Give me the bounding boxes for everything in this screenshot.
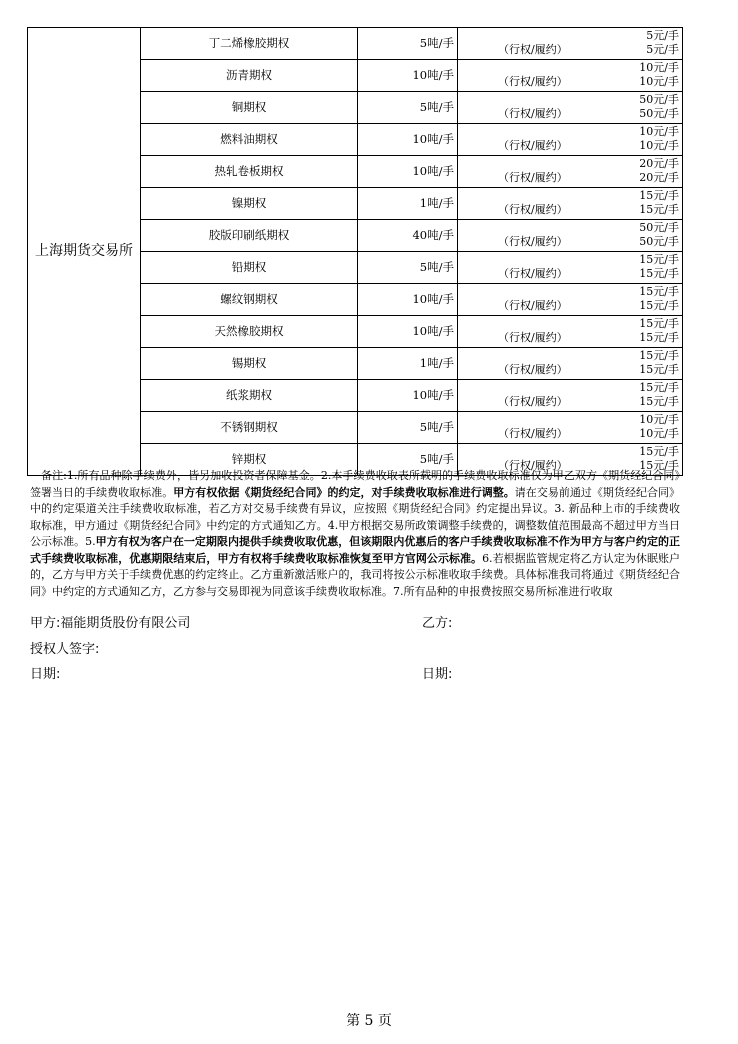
fee-cell [458, 124, 683, 156]
unit-cell: 10吨/手 [358, 316, 458, 348]
unit-cell: 5吨/手 [358, 412, 458, 444]
fee-exercise-value: 50元/手 [639, 235, 679, 248]
fee-open-value: 10元/手 [639, 125, 679, 138]
fee-cell-content [458, 412, 682, 443]
fee-exercise-value: 15元/手 [639, 459, 679, 472]
remarks-bold-2: 甲方有权为客户在一定期限内提供手续费收取优惠，但该期限内优惠后的客户手续费收取标准不作为甲方与客户约定的正式手续费收取标准，优惠期限结束后，甲方有权将手续费收取标准恢复至甲方官网公示标准。 [30, 535, 680, 565]
product-cell: 沥青期权 [141, 60, 358, 92]
fee-exercise-note: （行权/履约） [498, 43, 568, 56]
unit-cell: 1吨/手 [358, 348, 458, 380]
fee-cell-content [458, 188, 682, 219]
fee-cell [458, 188, 683, 220]
fee-cell [458, 156, 683, 188]
product-cell: 燃料油期权 [141, 124, 358, 156]
fee-exercise-value: 15元/手 [639, 267, 679, 280]
fee-exercise-note: （行权/履约） [498, 459, 568, 472]
fee-cell-content [458, 156, 682, 187]
fee-cell [458, 284, 683, 316]
fee-cell-content [458, 124, 682, 155]
fee-exercise-value: 10元/手 [639, 75, 679, 88]
unit-cell: 10吨/手 [358, 124, 458, 156]
fee-exercise-note: （行权/履约） [498, 363, 568, 376]
fee-cell-content [458, 92, 682, 123]
fee-open-value: 15元/手 [639, 317, 679, 330]
fee-cell [458, 28, 683, 60]
unit-cell: 10吨/手 [358, 380, 458, 412]
fee-cell [458, 316, 683, 348]
fee-exercise-value: 15元/手 [639, 395, 679, 408]
fee-cell-content [458, 284, 682, 315]
party-b-label: 乙方: [422, 616, 453, 631]
remarks-paragraph [30, 468, 680, 600]
product-cell: 锡期权 [141, 348, 358, 380]
product-cell: 铜期权 [141, 92, 358, 124]
remarks-text-1: 备注:1.所有品种除手续费外，皆另加收投资者保障基金。2.本手续费收取表所载明的手续费收取标准仅为甲乙双方《期货经纪合同》签署当日的手续费收取标准。 [30, 469, 680, 499]
fee-cell [458, 60, 683, 92]
product-cell: 镍期权 [141, 188, 358, 220]
product-cell: 螺纹钢期权 [141, 284, 358, 316]
authorized-signature-label: 授权人签字: [30, 642, 100, 657]
fee-cell-content [458, 316, 682, 347]
fee-open-value: 20元/手 [639, 157, 679, 170]
fee-exercise-note: （行权/履约） [498, 395, 568, 408]
unit-cell: 5吨/手 [358, 252, 458, 284]
fee-exercise-value: 15元/手 [639, 299, 679, 312]
fee-open-value: 5元/手 [646, 29, 679, 42]
unit-cell: 10吨/手 [358, 156, 458, 188]
fee-exercise-note: （行权/履约） [498, 171, 568, 184]
fee-cell-content [458, 380, 682, 411]
fee-open-value: 15元/手 [639, 189, 679, 202]
unit-cell: 5吨/手 [358, 28, 458, 60]
fee-exercise-value: 10元/手 [639, 427, 679, 440]
unit-cell: 5吨/手 [358, 92, 458, 124]
fee-table-body [28, 28, 683, 476]
product-cell: 铅期权 [141, 252, 358, 284]
party-a-label: 甲方:福能期货股份有限公司 [30, 616, 191, 631]
unit-cell: 1吨/手 [358, 188, 458, 220]
fee-cell [458, 220, 683, 252]
fee-exercise-value: 15元/手 [639, 363, 679, 376]
fee-open-value: 10元/手 [639, 61, 679, 74]
fee-exercise-value: 10元/手 [639, 139, 679, 152]
fee-exercise-note: （行权/履约） [498, 107, 568, 120]
remarks-text-2: 请在交易前通过《期货经纪合同》中的约定渠道关注手续费收取标准，若乙方对交易手续费有异议，应按照《期货经纪合同》约定提出异议。3. 新品种上市的手续费收取标准，甲方通过《期货经纪合同》中约定的方式通知乙方。4.甲方根据交易所政策调整手续费的，调整数值范围最高不超过甲方当日公示标准。5. [30, 485, 681, 548]
fee-cell-content [458, 252, 682, 283]
fee-table [27, 27, 683, 476]
fee-open-value: 15元/手 [639, 285, 679, 298]
product-cell: 锌期权 [141, 444, 358, 476]
unit-cell: 40吨/手 [358, 220, 458, 252]
fee-cell [458, 412, 683, 444]
fee-open-value: 15元/手 [639, 445, 679, 458]
table-row [28, 28, 683, 60]
product-cell: 天然橡胶期权 [141, 316, 358, 348]
fee-exercise-note: （行权/履约） [498, 139, 568, 152]
fee-open-value: 10元/手 [639, 413, 679, 426]
fee-cell-content [458, 348, 682, 379]
page-number: 第 5 页 [346, 1013, 392, 1029]
fee-open-value: 50元/手 [639, 221, 679, 234]
fee-exercise-value: 20元/手 [639, 171, 679, 184]
fee-exercise-note: （行权/履约） [498, 267, 568, 280]
unit-cell: 10吨/手 [358, 60, 458, 92]
date-a-label: 日期: [30, 667, 61, 682]
fee-open-value: 15元/手 [639, 253, 679, 266]
fee-open-value: 15元/手 [639, 381, 679, 394]
fee-exercise-value: 15元/手 [639, 203, 679, 216]
fee-cell [458, 252, 683, 284]
remarks-text-3: 6.若根据监管规定将乙方认定为休眠账户的，乙方与甲方关于手续费优惠的约定终止。乙方重新激活账户的，我司将按公示标准收取手续费。具体标准我司将通过《期货经纪合同》中约定的方式通知乙方，乙方参与交易即视为同意该手续费收取标准。7.所有品种的申报费按照交易所标准进行收取 [30, 551, 680, 598]
fee-exercise-note: （行权/履约） [498, 75, 568, 88]
fee-cell-content [458, 220, 682, 251]
date-b-label: 日期: [422, 667, 453, 682]
product-cell: 纸浆期权 [141, 380, 358, 412]
fee-cell [458, 380, 683, 412]
fee-exercise-note: （行权/履约） [498, 331, 568, 344]
fee-cell-content [458, 60, 682, 91]
fee-exercise-note: （行权/履约） [498, 299, 568, 312]
fee-cell [458, 92, 683, 124]
unit-cell: 5吨/手 [358, 444, 458, 476]
unit-cell: 10吨/手 [358, 284, 458, 316]
product-cell: 丁二烯橡胶期权 [141, 28, 358, 60]
fee-cell-content [458, 28, 682, 59]
remarks-bold-1: 甲方有权依据《期货经纪合同》的约定，对手续费收取标准进行调整。 [173, 485, 515, 499]
fee-exercise-note: （行权/履约） [498, 235, 568, 248]
fee-exercise-value: 50元/手 [639, 107, 679, 120]
fee-cell [458, 348, 683, 380]
exchange-cell: 上海期货交易所 [28, 28, 141, 476]
product-cell: 胶版印刷纸期权 [141, 220, 358, 252]
product-cell: 不锈钢期权 [141, 412, 358, 444]
fee-exercise-note: （行权/履约） [498, 203, 568, 216]
fee-exercise-value: 15元/手 [639, 331, 679, 344]
fee-open-value: 15元/手 [639, 349, 679, 362]
fee-exercise-note: （行权/履约） [498, 427, 568, 440]
fee-open-value: 50元/手 [639, 93, 679, 106]
product-cell: 热轧卷板期权 [141, 156, 358, 188]
fee-exercise-value: 5元/手 [646, 43, 679, 56]
